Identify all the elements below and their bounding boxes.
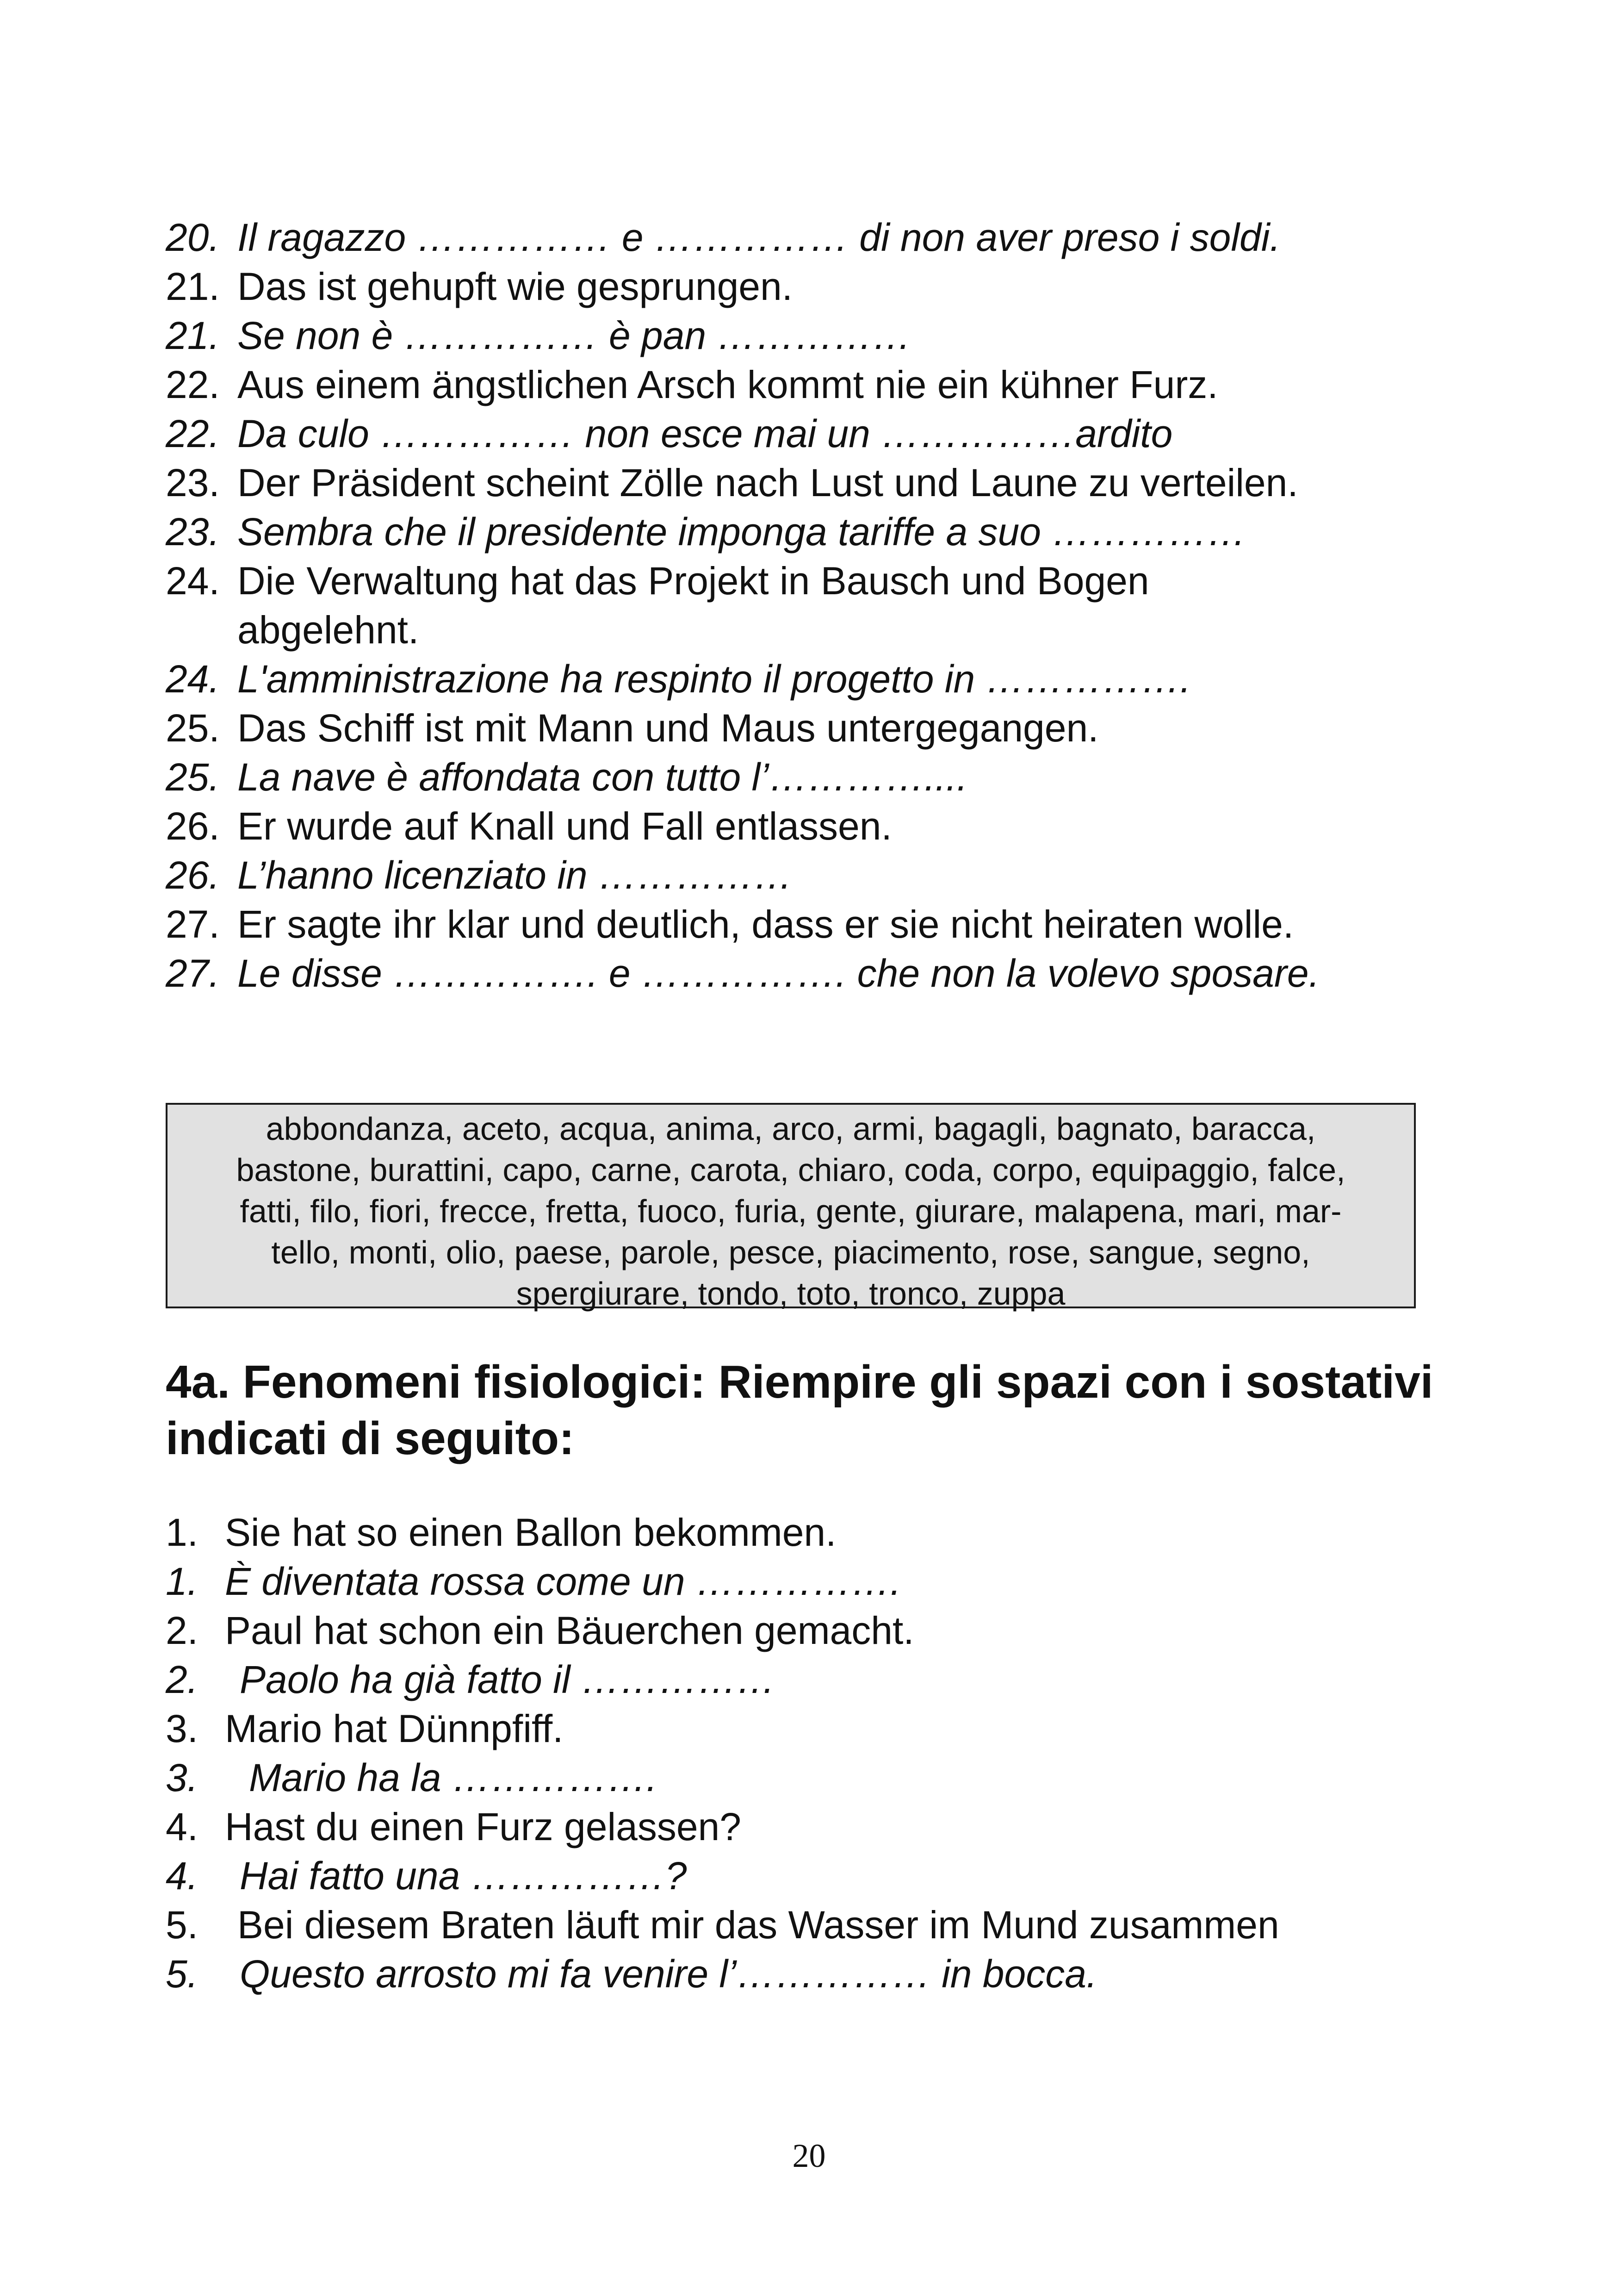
exercise-text: Mario hat Dünnpfiff. — [225, 1707, 564, 1750]
exercise-text: Bei diesem Braten läuft mir das Wasser im Mund zusammen — [237, 1903, 1279, 1947]
exercise-number: 27. — [166, 952, 220, 995]
exercise-line — [166, 802, 1507, 851]
exercise-line — [166, 1557, 1507, 1606]
exercise-number: 23. — [166, 510, 220, 554]
exercise-line — [166, 851, 1507, 900]
exercise-line — [166, 1949, 1507, 1998]
exercise-line — [166, 360, 1507, 409]
exercise-text: Das Schiff ist mit Mann und Maus untergegangen. — [237, 706, 1099, 750]
exercise-text: Il ragazzo …………… e …………… di non aver preso i soldi. — [237, 216, 1281, 259]
exercise-text: Die Verwaltung hat das Projekt in Bausch und Bogen abgelehnt. — [237, 559, 1149, 652]
exercise-number: 24. — [166, 657, 220, 701]
exercise-number: 24. — [166, 559, 220, 603]
exercise-number: 23. — [166, 461, 220, 504]
exercise-line — [166, 949, 1507, 998]
exercise-number: 2. — [166, 1609, 198, 1652]
exercise-text: L’hanno licenziato in …………… — [237, 853, 793, 897]
section-heading: 4a. Fenomeni fisiologici: Riempire gli spazi con i sostativi indicati di seguito: — [166, 1356, 1433, 1464]
exercise-number: 4. — [166, 1805, 198, 1848]
exercise-number: 27. — [166, 902, 220, 946]
exercise-line — [166, 703, 1507, 753]
exercise-text: Sie hat so einen Ballon bekommen. — [225, 1511, 837, 1554]
exercise-line — [166, 1900, 1507, 1949]
exercise-text: Se non è …………… è pan …………… — [237, 314, 911, 357]
exercise-number: 21. — [166, 314, 220, 357]
exercise-text: La nave è affondata con tutto l’………….... — [237, 755, 968, 799]
exercise-number: 22. — [166, 363, 220, 406]
exercise-number: 4. — [166, 1854, 198, 1898]
exercise-list-4a — [166, 1508, 1507, 1998]
exercise-text: Sembra che il presidente imponga tariffe a suo …………… — [237, 510, 1246, 554]
exercise-text: Le disse ……………. e ……………. che non la volevo sposare. — [237, 952, 1320, 995]
exercise-number: 25. — [166, 706, 220, 750]
exercise-text: È diventata rossa come un ……………. — [225, 1560, 901, 1603]
exercise-line — [166, 556, 1507, 654]
exercise-text: Paolo ha già fatto il …………… — [240, 1658, 775, 1701]
exercise-text: Aus einem ängstlichen Arsch kommt nie ein kühner Furz. — [237, 363, 1218, 406]
word-bank-line: bastone, burattini, capo, carne, carota, chiaro, coda, corpo, equipaggio, falce, — [236, 1152, 1345, 1188]
exercise-number: 2. — [166, 1658, 198, 1701]
exercise-number: 3. — [166, 1756, 198, 1799]
exercise-number: 5. — [166, 1952, 198, 1996]
exercise-text: Questo arrosto mi fa venire l’…………… in bocca. — [240, 1952, 1097, 1996]
exercise-number: 25. — [166, 755, 220, 799]
exercise-text: Mario ha la ……………. — [249, 1756, 657, 1799]
exercise-line — [166, 900, 1507, 949]
exercise-number: 26. — [166, 804, 220, 848]
exercise-text: Paul hat schon ein Bäuerchen gemacht. — [225, 1609, 914, 1652]
word-bank-box — [166, 1103, 1416, 1312]
word-bank-line: tello, monti, olio, paese, parole, pesce, piacimento, rose, sangue, segno, — [271, 1234, 1310, 1270]
exercise-text: Das ist gehupft wie gesprungen. — [237, 265, 793, 308]
exercise-line — [166, 262, 1507, 311]
exercise-number: 5. — [166, 1903, 198, 1947]
word-bank-line: fatti, filo, fiori, frecce, fretta, fuoco, furia, gente, giurare, malapena, mari, mar- — [240, 1193, 1342, 1229]
exercise-line — [166, 458, 1507, 507]
exercise-line — [166, 1704, 1507, 1753]
exercise-line — [166, 311, 1507, 360]
exercise-number: 26. — [166, 853, 220, 897]
exercise-line — [166, 1606, 1507, 1655]
word-bank-line: abbondanza, aceto, acqua, anima, arco, armi, bagagli, bagnato, baracca, — [266, 1111, 1316, 1147]
exercise-list-part1 — [166, 213, 1507, 998]
exercise-line — [166, 1508, 1507, 1557]
page-number: 20 — [792, 2137, 826, 2174]
exercise-line — [166, 753, 1507, 802]
exercise-line — [166, 213, 1507, 262]
exercise-line — [166, 654, 1507, 703]
exercise-text: Er sagte ihr klar und deutlich, dass er sie nicht heiraten wolle. — [237, 902, 1294, 946]
exercise-number: 1. — [166, 1511, 198, 1554]
word-bank-line: spergiurare, tondo, toto, tronco, zuppa — [516, 1276, 1066, 1312]
exercise-text: Der Präsident scheint Zölle nach Lust und Laune zu verteilen. — [237, 461, 1298, 504]
exercise-text: Da culo …………… non esce mai un ……………ardito — [237, 412, 1173, 455]
exercise-line — [166, 1851, 1507, 1900]
exercise-number: 22. — [166, 412, 220, 455]
exercise-text: Hast du einen Furz gelassen? — [225, 1805, 741, 1848]
exercise-number: 3. — [166, 1707, 198, 1750]
exercise-number: 20. — [166, 216, 220, 259]
exercise-number: 21. — [166, 265, 220, 308]
exercise-line — [166, 507, 1507, 556]
exercise-line — [166, 1802, 1507, 1851]
exercise-text: L'amministrazione ha respinto il progetto in ……………. — [237, 657, 1191, 701]
exercise-text: Er wurde auf Knall und Fall entlassen. — [237, 804, 892, 848]
exercise-text: Hai fatto una ……………? — [240, 1854, 687, 1898]
exercise-number: 1. — [166, 1560, 198, 1603]
exercise-line — [166, 1753, 1507, 1802]
exercise-line — [166, 1655, 1507, 1704]
exercise-line — [166, 409, 1507, 458]
